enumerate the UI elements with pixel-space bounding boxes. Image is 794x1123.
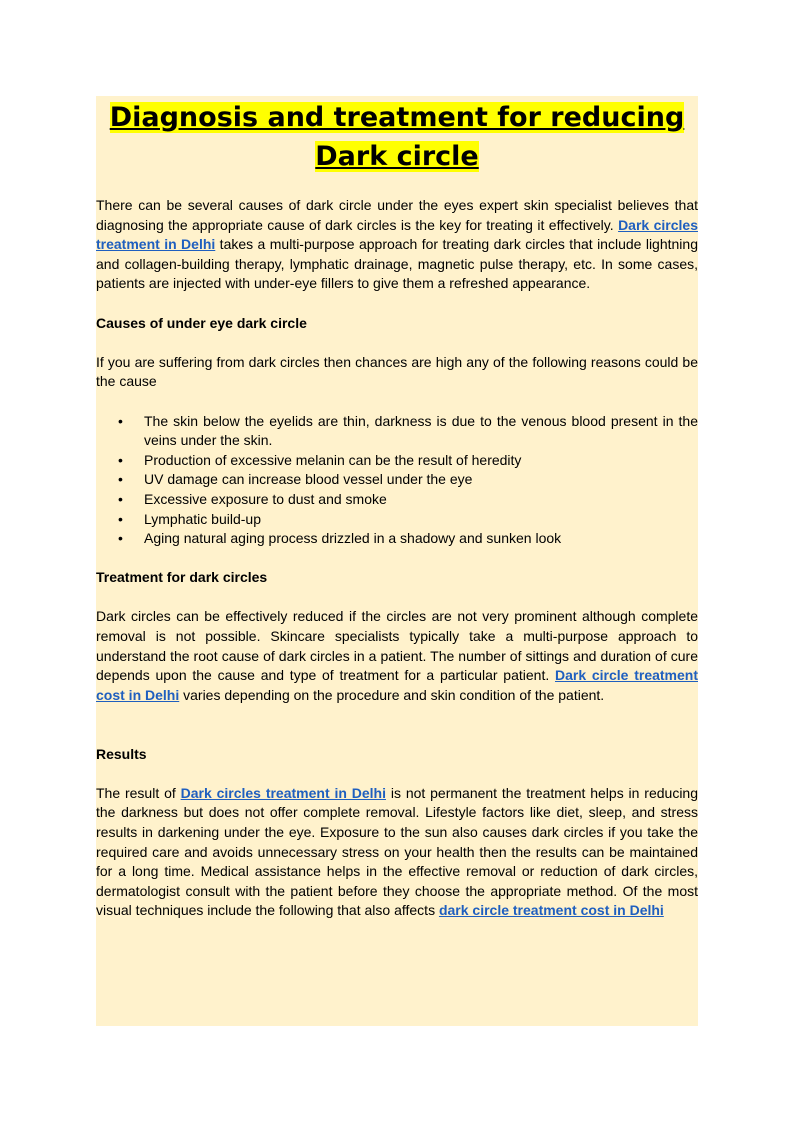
treatment-paragraph: Dark circles can be effectively reduced if the circles are not very prominent although complete removal is not possible. Skincare specialists typically take a multi-purpose approach to understand the root cause of dark circles in a patient. The number of sittings and duration of cure depends upon the cause and type of treatment for a particular patient. Dark circle treatment cost in Delhi varies depending on the procedure and skin condition of the patient.	[96, 608, 698, 703]
results-treatment-link[interactable]: Dark circles treatment in Delhi	[180, 784, 386, 801]
page-title	[96, 96, 698, 176]
title-highlight: Diagnosis and treatment for reducing Dark circle	[109, 102, 685, 172]
bullet-icon: •	[118, 471, 123, 488]
bullet-icon: •	[118, 530, 123, 547]
bullet-icon: •	[118, 451, 123, 468]
bullet-icon: •	[118, 412, 123, 429]
intro-text-1: There can be several causes of dark circle under the eyes expert skin specialist believes that diagnosing the appropriate cause of dark circles is the key for treating it effectively.	[96, 197, 698, 233]
intro-paragraph	[96, 196, 698, 294]
causes-lead: If you are suffering from dark circles then chances are high any of the following reasons could be the cause	[96, 353, 698, 390]
results-cost-link[interactable]: dark circle treatment cost in Delhi	[438, 902, 664, 919]
treatment-cost-link[interactable]: Dark circle treatment cost in Delhi	[96, 667, 698, 703]
intro-text-2: takes a multi-purpose approach for treating dark circles that include lightning and collagen-building therapy, lymphatic drainage, magnetic pulse therapy, etc. In some cases, patients are injected with under-eye fillers to give them a refreshed appearance.	[96, 236, 698, 292]
list-item: • Aging natural aging process drizzled in a shadowy and sunken look	[96, 529, 698, 549]
causes-heading: Causes of under eye dark circle	[96, 314, 307, 331]
list-item: • UV damage can increase blood vessel under the eye	[96, 470, 698, 490]
causes-list	[96, 412, 698, 549]
document-body	[96, 176, 698, 921]
list-item: • Lymphatic build-up	[96, 510, 698, 530]
results-paragraph: The result of Dark circles treatment in Delhi is not permanent the treatment helps in reducing the darkness but does not offer complete removal. Lifestyle factors like diet, sleep, and stress results in darkening under the eye. Exposure to the sun also causes dark circles if you take the required care and avoids unnecessary stress on your health then the results can be maintained for a long time. Medical assistance helps in the effective removal or reduction of dark circles, dermatologist consult with the patient before they choose the appropriate method. Of the most visual techniques include the following that also affects dark circle treatment cost in Delhi	[96, 784, 699, 919]
list-item: • Excessive exposure to dust and smoke	[96, 490, 698, 510]
bullet-icon: •	[118, 490, 123, 507]
list-item: • Production of excessive melanin can be the result of heredity	[96, 451, 698, 471]
results-heading: Results	[96, 745, 147, 762]
bullet-icon: •	[118, 510, 123, 527]
list-item: • The skin below the eyelids are thin, darkness is due to the venous blood present in the veins under the skin.	[118, 412, 698, 449]
page-content-box	[96, 96, 698, 1026]
intro-link[interactable]: Dark circles treatment in Delhi	[96, 216, 698, 253]
treatment-heading: Treatment for dark circles	[96, 569, 268, 586]
